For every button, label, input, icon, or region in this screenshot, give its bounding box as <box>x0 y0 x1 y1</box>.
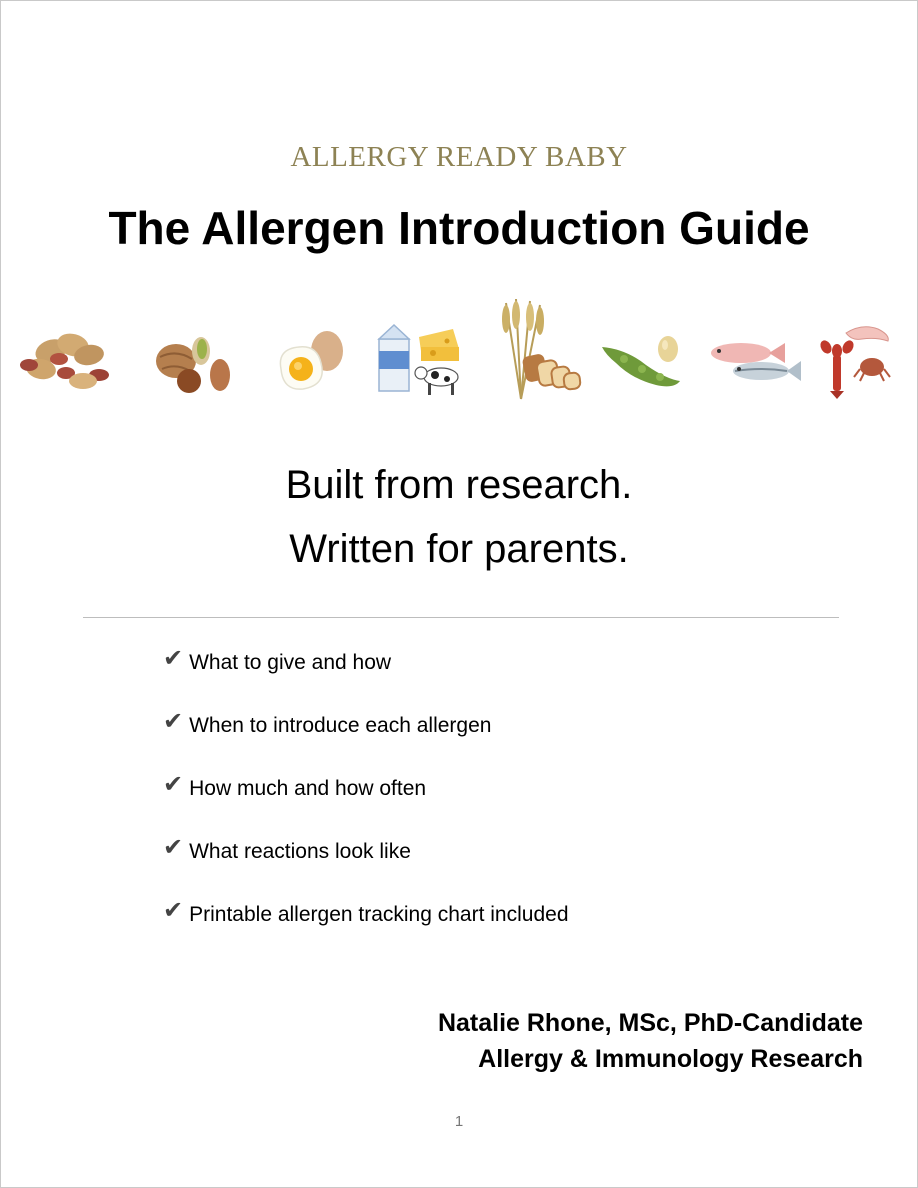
benefit-text: What to give and how <box>189 651 392 674</box>
wheat-bread-icon <box>486 289 586 409</box>
author-name: Natalie Rhone, MSc, PhD-Candidate <box>437 1009 863 1037</box>
fish-icon <box>701 289 806 409</box>
benefit-text: How much and how often <box>189 777 427 800</box>
author-affiliation: Allergy & Immunology Research <box>478 1045 863 1073</box>
tree-nuts-icon <box>146 289 241 409</box>
benefits-list <box>163 645 763 966</box>
peanuts-icon <box>11 289 121 409</box>
author-block <box>438 1005 863 1077</box>
list-item <box>163 708 763 777</box>
brand-name: ALLERGY READY BABY <box>290 141 628 173</box>
section-divider <box>83 617 839 618</box>
checkmark-icon: ✔ <box>163 834 184 861</box>
benefit-text: When to introduce each allergen <box>189 714 492 737</box>
benefit-text: What reactions look like <box>189 840 411 863</box>
soy-icon <box>596 289 691 409</box>
tagline-line-1: Built from research. <box>285 463 633 507</box>
checkmark-icon: ✔ <box>163 708 184 735</box>
checkmark-icon: ✔ <box>163 771 184 798</box>
list-item <box>163 645 763 714</box>
list-item <box>163 771 763 840</box>
tagline-line-2: Written for parents. <box>289 527 629 571</box>
list-item <box>163 834 763 903</box>
benefit-text: Printable allergen tracking chart included <box>189 903 569 926</box>
dairy-icon <box>371 289 471 409</box>
egg-icon <box>269 289 359 409</box>
allergen-illustrations <box>11 289 901 409</box>
checkmark-icon: ✔ <box>163 645 184 672</box>
list-item <box>163 897 763 966</box>
page-title: The Allergen Introduction Guide <box>108 202 810 254</box>
checkmark-icon: ✔ <box>163 897 184 924</box>
shellfish-icon <box>816 289 901 409</box>
page-number: 1 <box>454 1113 464 1130</box>
